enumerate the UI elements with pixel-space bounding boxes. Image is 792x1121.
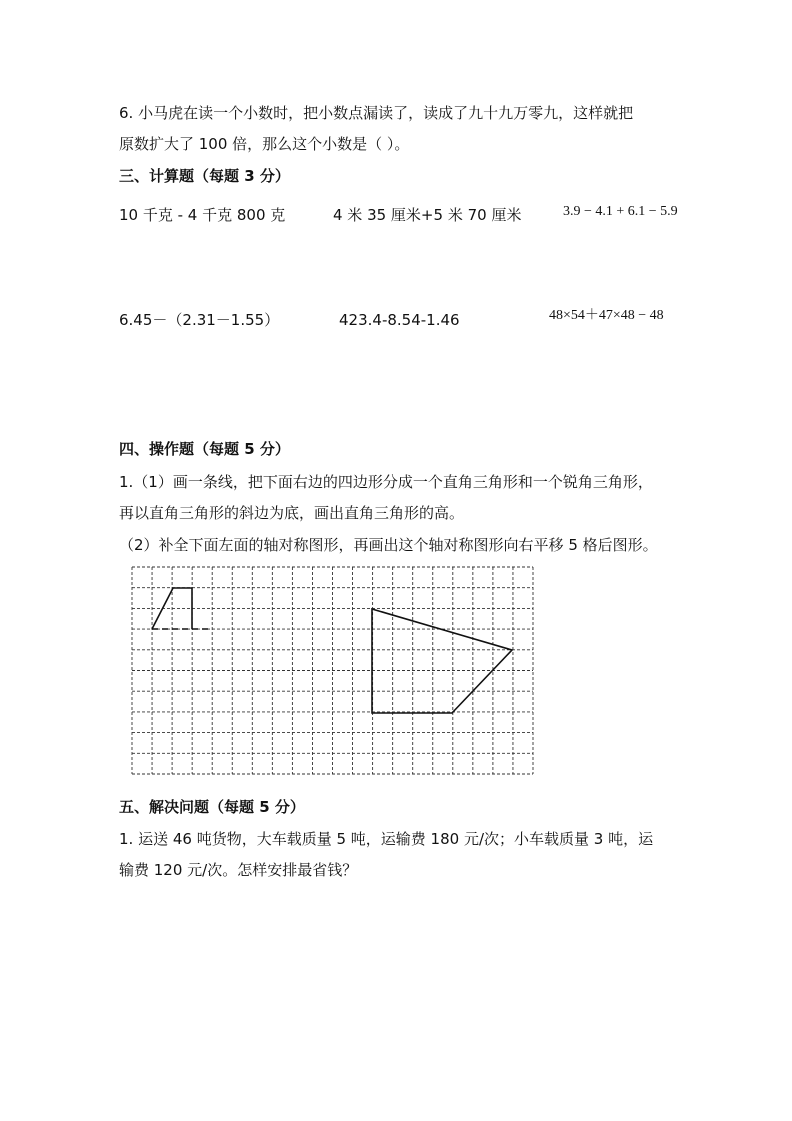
section-4-title: 四、操作题（每题 5 分） <box>119 440 290 458</box>
section-3-title: 三、计算题（每题 3 分） <box>119 167 290 185</box>
question-6-line-2: 原数扩大了 100 倍，那么这个小数是（ ）。 <box>119 135 410 153</box>
calc-problem-5: 423.4-8.54-1.46 <box>339 311 460 329</box>
grid-svg <box>131 566 534 776</box>
section-5-title: 五、解决问题（每题 5 分） <box>119 798 305 816</box>
calc-problem-4: 6.45－（2.31－1.55） <box>119 311 280 329</box>
problem-q1-line-2: 输费 120 元/次。怎样安排最省钱？ <box>119 861 358 879</box>
calc-problem-3: 3.9 − 4.1 + 6.1 − 5.9 <box>563 204 678 219</box>
operation-q1-line-3: （2）补全下面左面的轴对称图形，再画出这个轴对称图形向右平移 5 格后图形。 <box>119 536 658 554</box>
calc-problem-6: 48×54＋47×48 − 48 <box>549 308 664 323</box>
question-6-line-1: 6. 小马虎在读一个小数时，把小数点漏读了，读成了九十九万零九，这样就把 <box>119 104 634 122</box>
operation-q1-line-2: 再以直角三角形的斜边为底，画出直角三角形的高。 <box>119 504 465 522</box>
calc-problem-2: 4 米 35 厘米+5 米 70 厘米 <box>333 206 522 224</box>
problem-q1-line-1: 1. 运送 46 吨货物，大车载质量 5 吨，运输费 180 元/次；小车载质量 3 吨，运 <box>119 830 654 848</box>
calc-problem-1: 10 千克 - 4 千克 800 克 <box>119 206 286 224</box>
operation-q1-line-1: 1.（1）画一条线，把下面右边的四边形分成一个直角三角形和一个锐角三角形， <box>119 473 653 491</box>
grid-figure <box>131 566 534 776</box>
